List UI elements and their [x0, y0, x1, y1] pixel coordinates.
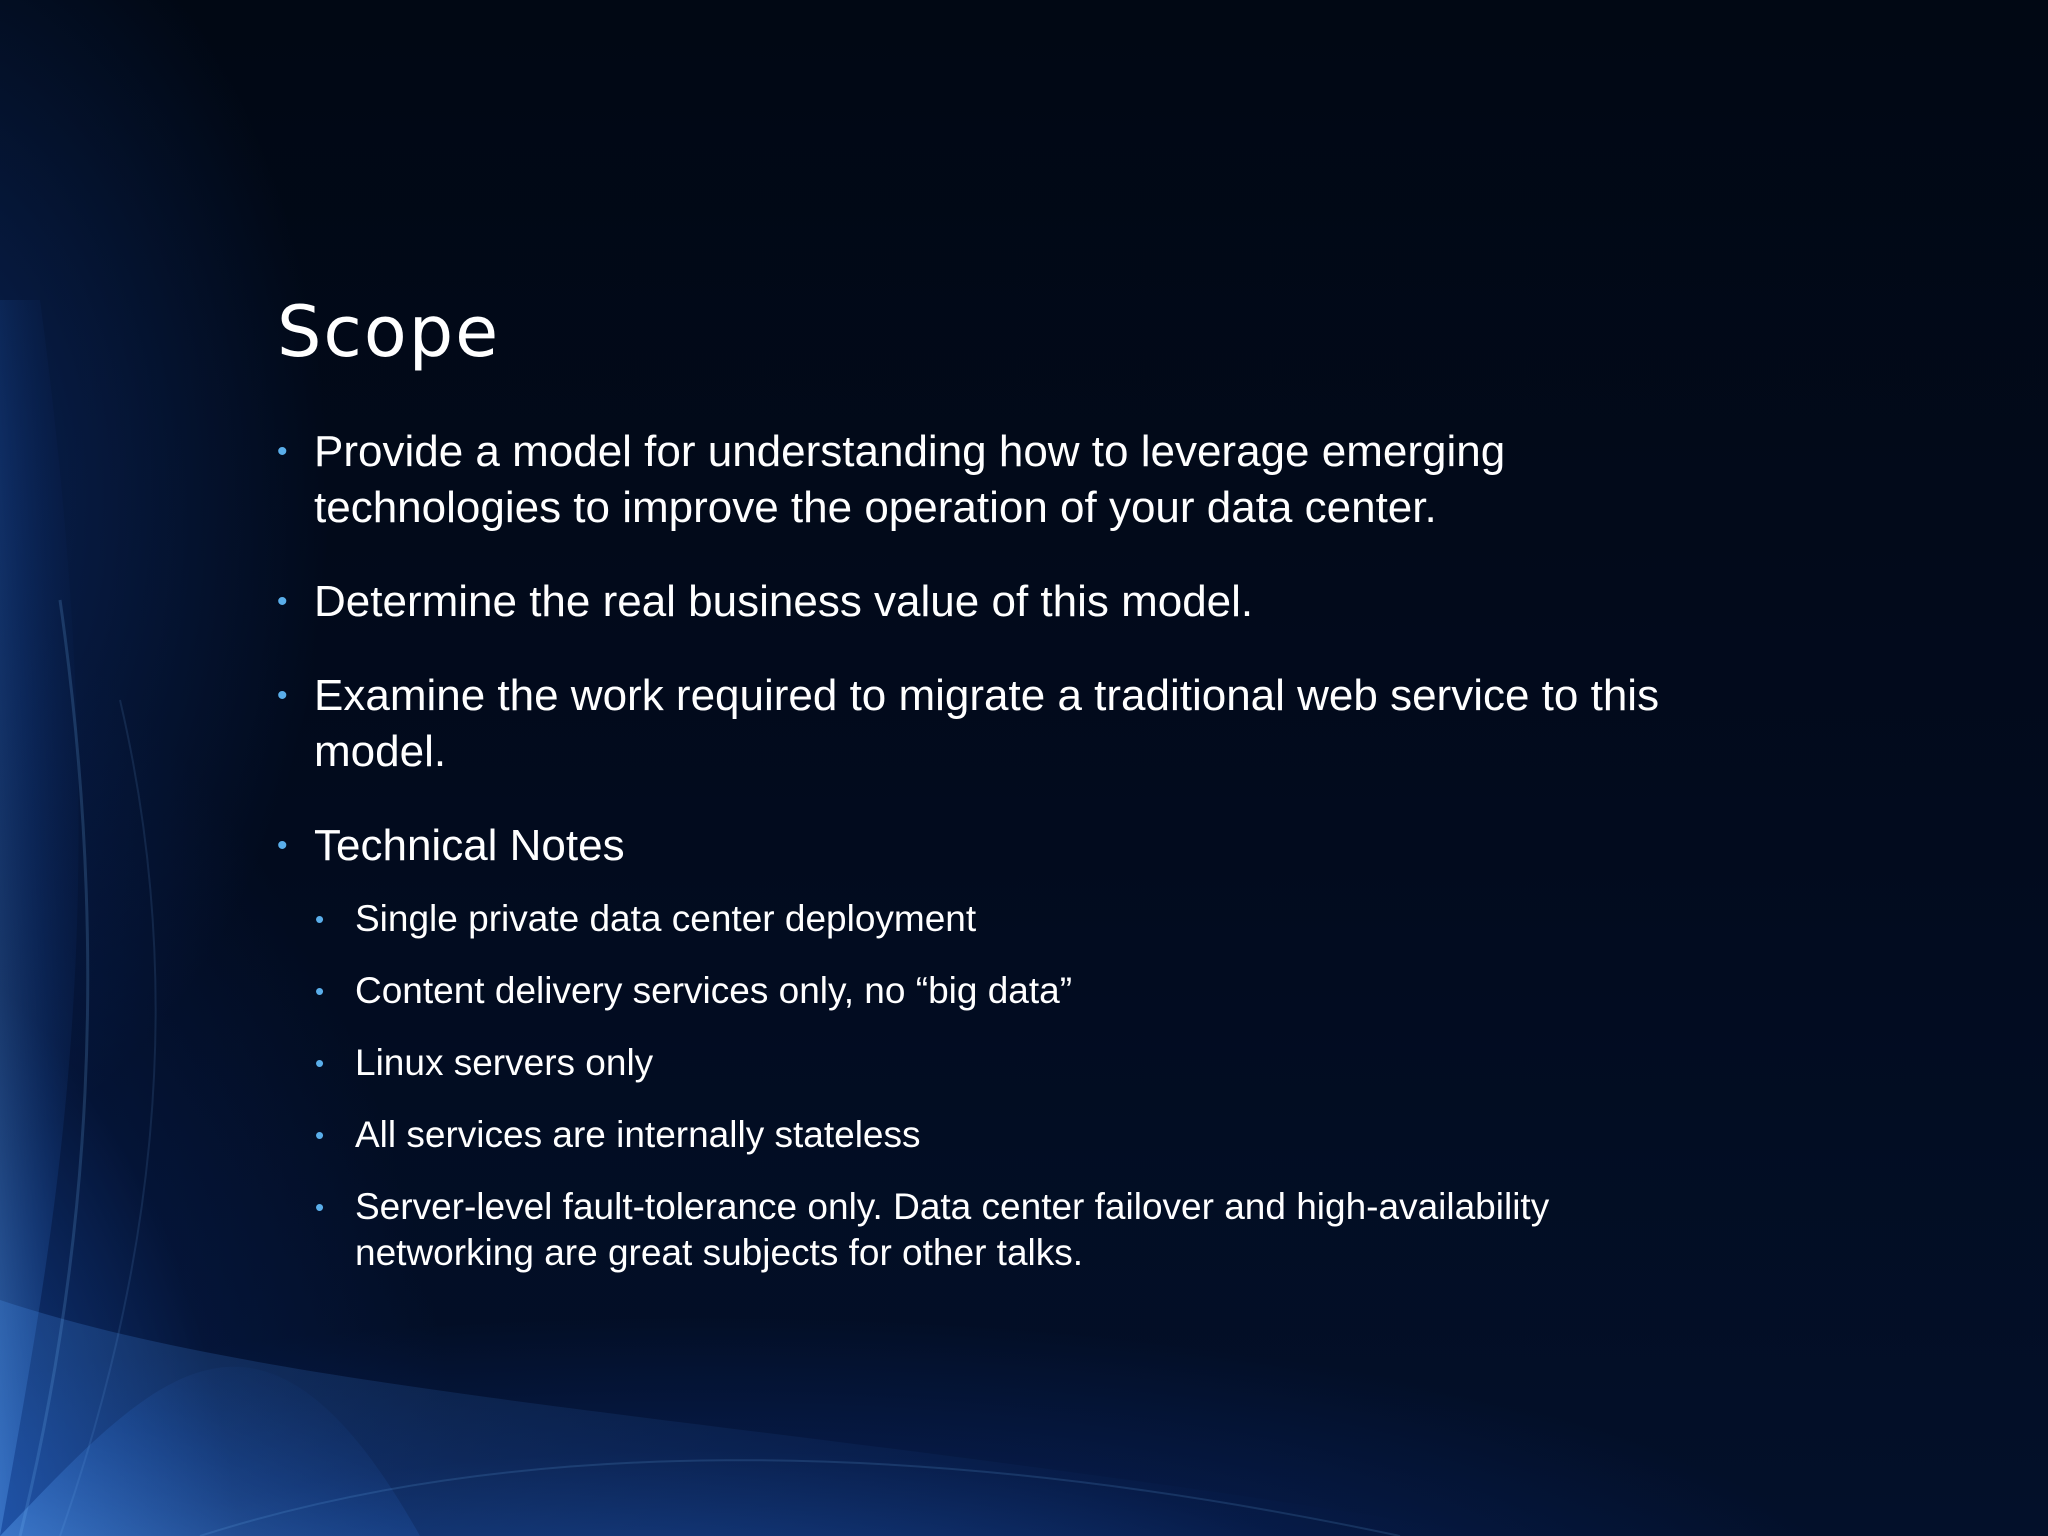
bullet-text: Technical Notes [314, 821, 625, 870]
bullet-dot-icon: • [277, 679, 288, 712]
bullet-text: Determine the real business value of this model. [314, 577, 1254, 626]
sub-bullet-text: Linux servers only [355, 1042, 654, 1083]
bullet-text: Provide a model for understanding how to leverage emerging technologies to improve the operation of your data center. [314, 427, 1506, 532]
sub-bullet-item [315, 1112, 1737, 1158]
slide-title: Scope [277, 291, 501, 373]
bullet-item [277, 574, 1737, 630]
bullet-dot-icon: • [315, 1048, 325, 1078]
bullet-item [277, 668, 1737, 780]
sub-bullet-text: Content delivery services only, no “big data” [355, 970, 1073, 1011]
slide-content [277, 290, 1737, 1314]
sub-bullet-item [315, 968, 1737, 1014]
sub-bullet-list [314, 896, 1737, 1276]
sub-bullet-item [315, 1040, 1737, 1086]
sub-bullet-text: All services are internally stateless [355, 1114, 921, 1155]
bullet-dot-icon: • [277, 435, 288, 468]
bullet-text: Examine the work required to migrate a traditional web service to this model. [314, 671, 1660, 776]
bullet-dot-icon: • [277, 829, 288, 862]
bullet-dot-icon: • [315, 976, 325, 1006]
sub-bullet-text: Server-level fault-tolerance only. Data center failover and high-availability networking are great subjects for other talks. [355, 1186, 1550, 1273]
bullet-item [277, 818, 1737, 1276]
sub-bullet-item [315, 896, 1737, 942]
bullet-dot-icon: • [315, 1192, 325, 1222]
bullet-dot-icon: • [315, 1120, 325, 1150]
sub-bullet-text: Single private data center deployment [355, 898, 977, 939]
bullet-list [277, 424, 1737, 1276]
sub-bullet-item [315, 1184, 1737, 1276]
bullet-dot-icon: • [315, 904, 325, 934]
bullet-item [277, 424, 1737, 536]
bullet-dot-icon: • [277, 585, 288, 618]
